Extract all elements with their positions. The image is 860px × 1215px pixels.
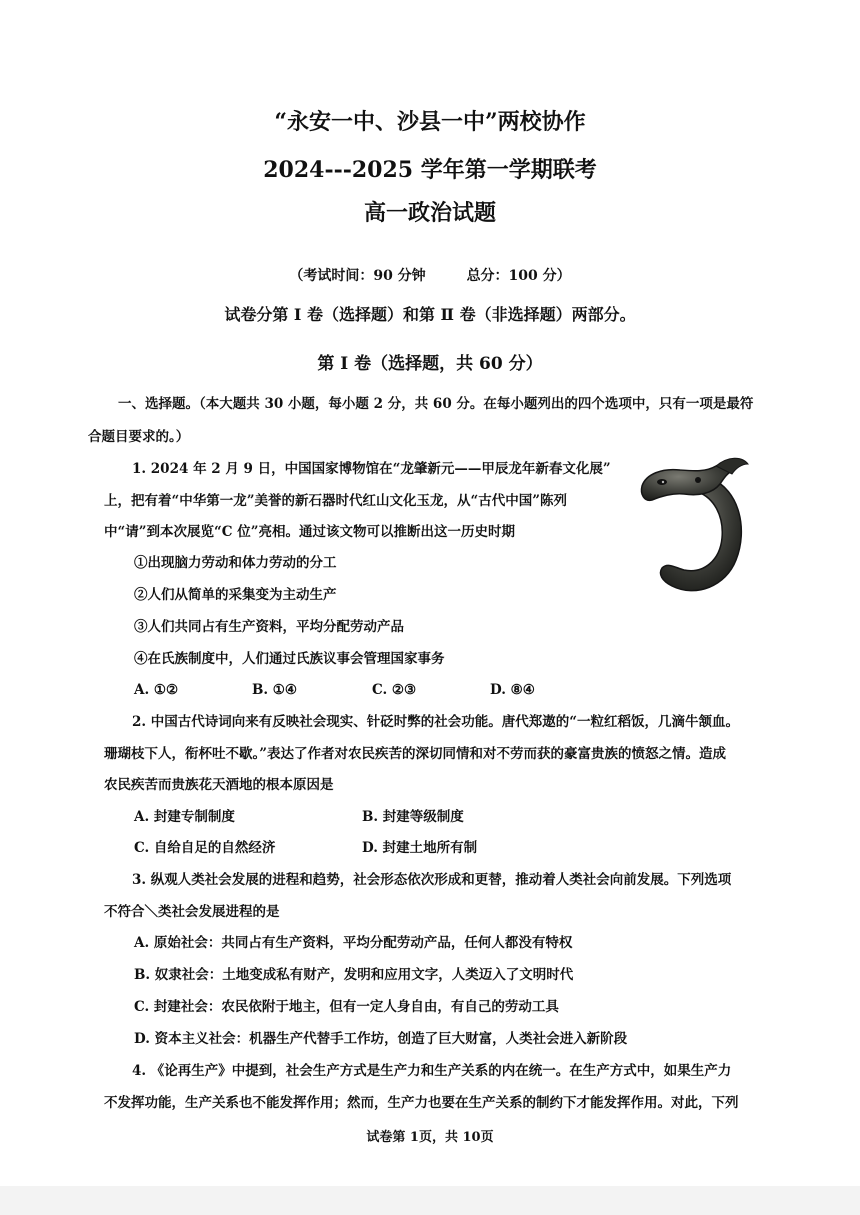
q2-stem-line-1: 2. 中国古代诗词向来有反映社会现实、针砭时弊的社会功能。唐代郑遨的“一粒红稻饭，几滴牛颔血。: [132, 714, 740, 730]
q1-option-a: A. ①②: [134, 682, 179, 698]
q1-statement-2: ②人们从简单的采集变为主动生产: [134, 587, 337, 603]
title-line-1: “永安一中、沙县一中”两校协作: [274, 109, 586, 135]
section-instruction-line-1: 一、选择题。（本大题共 30 小题，每小题 2 分，共 60 分。在每小题列出的四个选项中，只有一项是最符: [118, 396, 754, 412]
q3-option-b: B. 奴隶社会：土地变成私有财产，发明和应用文字，人类迈入了文明时代: [134, 967, 574, 983]
page-footer: 试卷第 1页，共 10页: [366, 1130, 494, 1145]
volume-heading: 第 Ⅰ 卷（选择题，共 60 分）: [317, 354, 543, 374]
jade-dragon-image: [632, 450, 752, 600]
q1-option-c: C. ②③: [372, 682, 417, 698]
q2-stem-line-2: 珊瑚枝下人，衔杯吐不歇。”表达了作者对农民疾苦的深切同情和对不劳而获的豪富贵族的愤怒之情。造成: [104, 746, 727, 762]
q3-option-c: C. 封建社会：农民依附于地主，但有一定人身自由，有自己的劳动工具: [134, 999, 559, 1015]
q3-option-d: D. 资本主义社会：机器生产代替手工作坊，创造了巨大财富，人类社会进入新阶段: [134, 1031, 628, 1047]
q2-option-c: C. 自给自足的自然经济: [134, 840, 276, 856]
q1-stem-line-2: 上，把有着“中华第一龙”美誉的新石器时代红山文化玉龙，从“古代中国”陈列: [104, 493, 568, 509]
q2-option-b: B. 封建等级制度: [362, 809, 464, 825]
title-line-2: 2024---2025 学年第一学期联考: [263, 157, 597, 183]
exam-meta: [0, 265, 860, 285]
title-line-3: 高一政治试题: [363, 200, 496, 226]
q1-statement-4: ④在氏族制度中，人们通过氏族议事会管理国家事务: [134, 651, 445, 667]
q2-option-a: A. 封建专制制度: [134, 809, 235, 825]
q1-option-d: D. ⑧④: [490, 682, 535, 698]
q1-statement-3: ③人们共同占有生产资料，平均分配劳动产品: [134, 619, 404, 635]
scan-bottom-edge: [0, 1186, 860, 1215]
total-score: 总分：100 分）: [466, 268, 571, 284]
q4-stem-line-1: 4. 《论再生产》中提到，社会生产方式是生产力和生产关系的内在统一。在生产方式中，如果生产力: [132, 1063, 732, 1079]
q3-option-a: A. 原始社会：共同占有生产资料，平均分配劳动产品，任何人都没有特权: [134, 935, 573, 951]
q3-stem-line-2: 不符合＼类社会发展进程的是: [104, 904, 280, 920]
q1-stem-line-1: 1. 2024 年 2 月 9 日，中国国家博物馆在“龙肇新元——甲辰龙年新春文化展”: [132, 461, 611, 477]
paper-intro: 试卷分第 Ⅰ 卷（选择题）和第 Ⅱ 卷（非选择题）两部分。: [224, 305, 636, 324]
q1-option-b: B. ①④: [252, 682, 298, 698]
q2-option-d: D. 封建土地所有制: [362, 840, 478, 856]
q1-stem-line-3: 中“请”到本次展览“C 位”亮相。通过该文物可以推断出这一历史时期: [104, 524, 516, 540]
q2-stem-line-3: 农民疾苦而贵族花天酒地的根本原因是: [104, 777, 334, 793]
q4-stem-line-2: 不发挥功能，生产关系也不能发挥作用；然而，生产力也要在生产关系的制约下才能发挥作用。对此，下列: [104, 1095, 739, 1111]
section-instruction-line-2: 合题目要求的。）: [88, 429, 190, 445]
q1-statement-1: ①出现脑力劳动和体力劳动的分工: [134, 555, 337, 571]
q3-stem-line-1: 3. 纵观人类社会发展的进程和趋势，社会形态依次形成和更替，推动着人类社会向前发展。下列选项: [132, 872, 732, 888]
exam-time: （考试时间：90 分钟: [289, 268, 426, 284]
